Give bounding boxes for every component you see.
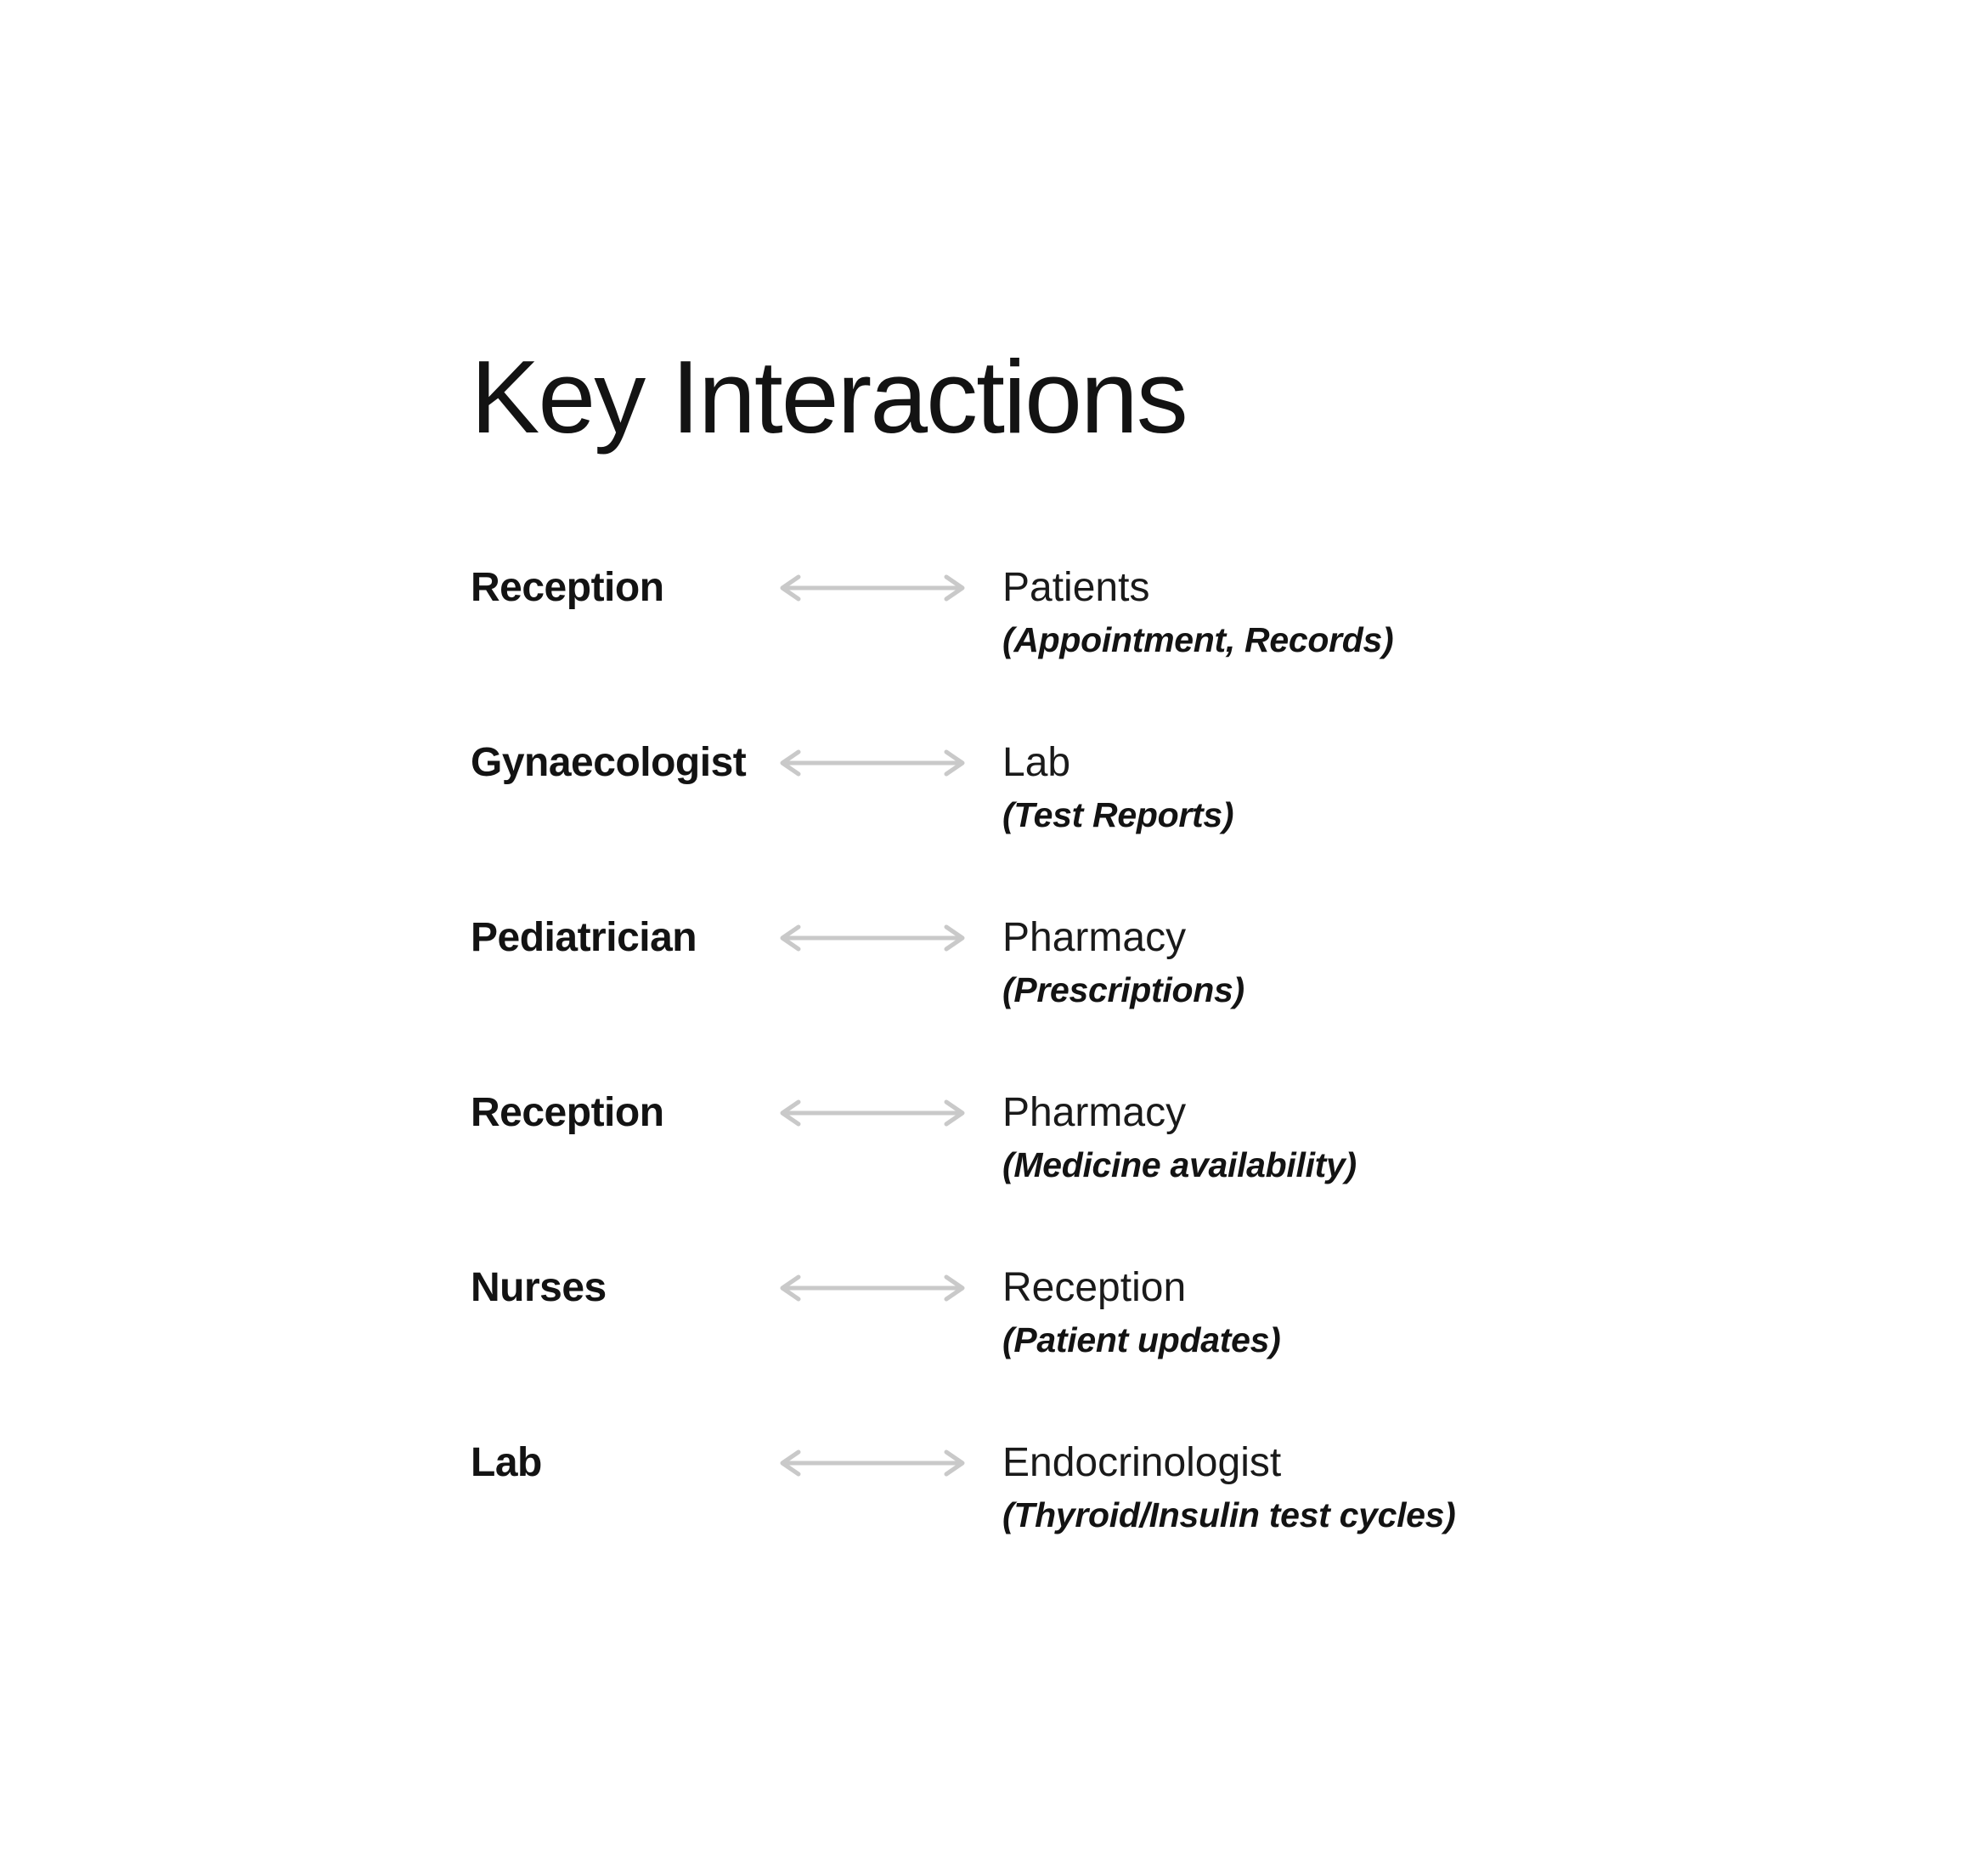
bidirectional-arrow-icon: [777, 1438, 1002, 1478]
interaction-to: Endocrinologist: [1002, 1440, 1282, 1486]
interaction-row: [471, 1438, 1872, 1613]
interaction-from: Nurses: [471, 1265, 607, 1311]
interaction-to-block: [1002, 737, 1233, 836]
bidirectional-arrow-icon: [777, 913, 1002, 952]
interaction-note: (Test Reports): [1002, 795, 1234, 835]
interaction-from: Reception: [471, 565, 664, 611]
key-interactions-panel: [471, 340, 1872, 1613]
interaction-from: Pediatrician: [471, 915, 697, 961]
interaction-to: Pharmacy: [1002, 1090, 1187, 1136]
bidirectional-arrow-icon: [777, 1263, 1002, 1302]
bidirectional-arrow-icon: [777, 562, 1002, 602]
interaction-from: Gynaecologist: [471, 740, 747, 786]
interaction-to: Patients: [1002, 565, 1150, 611]
interaction-from: Reception: [471, 1090, 664, 1136]
interaction-note: (Medicine availability): [1002, 1145, 1357, 1185]
interaction-list: [471, 562, 1872, 1613]
interaction-to-block: [1002, 1438, 1456, 1536]
interaction-row: [471, 562, 1872, 737]
page-title: Key Interactions: [471, 339, 1187, 455]
interaction-to: Reception: [1002, 1265, 1187, 1311]
interaction-row: [471, 1263, 1872, 1438]
interaction-note: (Appointment, Records): [1002, 620, 1394, 660]
interaction-to-block: [1002, 562, 1393, 661]
interaction-row: [471, 913, 1872, 1088]
interaction-note: (Prescriptions): [1002, 970, 1244, 1010]
interaction-from: Lab: [471, 1440, 542, 1486]
interaction-to: Lab: [1002, 740, 1071, 786]
interaction-to-block: [1002, 1088, 1357, 1186]
interaction-note: (Thyroid/Insulin test cycles): [1002, 1495, 1456, 1535]
interaction-to-block: [1002, 913, 1244, 1011]
bidirectional-arrow-icon: [777, 1088, 1002, 1127]
interaction-to-block: [1002, 1263, 1281, 1361]
bidirectional-arrow-icon: [777, 737, 1002, 777]
interaction-row: [471, 737, 1872, 913]
interaction-note: (Patient updates): [1002, 1320, 1281, 1360]
interaction-row: [471, 1088, 1872, 1263]
interaction-to: Pharmacy: [1002, 915, 1187, 961]
